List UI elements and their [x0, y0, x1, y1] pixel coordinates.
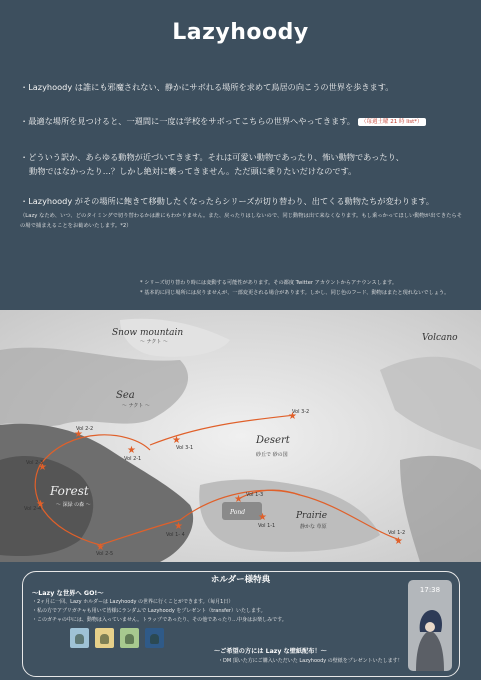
- character-face: [425, 622, 435, 632]
- label-sea: Sea: [116, 390, 135, 401]
- series-note: （Lazy なため、いつ、どのタイミングで切り替わるかは誰にもわかりません。また、戻ったりはしないので、同じ動物は出て来なくなります。もし乗っかってほしい動物が出てきたらその場で捕まえることをお勧めいたします。*2）: [20, 213, 463, 229]
- wallpaper-title: 〜ご希望の方には Lazy な壁紙配布！〜: [214, 648, 327, 655]
- star-2-4: ★: [36, 499, 45, 510]
- holder-item-1: ・2ヶ月に一回、Lazy ホルダーは Lazyhoody の世界に行くことができます。（毎月1日）: [32, 599, 234, 605]
- thumb-2: [95, 628, 114, 648]
- phone-time: 17:38: [419, 586, 441, 594]
- intro-paragraph-2-text: ・最適な場所を見つけると、一週間に一度は学校をサボってこちらの世界へやってきます。: [20, 116, 355, 126]
- vol-1-1: Vol 1-1: [258, 523, 276, 529]
- vol-1-2: Vol 1-2: [388, 530, 406, 536]
- wallpaper-text: ・DM 頂いた方にご購入いただいた Lazyhoody の壁紙をプレゼントいたします！: [218, 658, 403, 664]
- star-1-1: ★: [258, 512, 267, 523]
- star-2-2: ★: [74, 429, 83, 440]
- vol-3-1: Vol 3-1: [176, 445, 194, 451]
- star-2-1: ★: [127, 445, 136, 456]
- vol-2-2: Vol 2-2: [76, 426, 94, 432]
- world-map: [0, 310, 481, 562]
- character-body: [416, 630, 444, 671]
- vol-2-1: Vol 2-1: [124, 456, 142, 462]
- star-1-3: ★: [234, 494, 243, 505]
- label-prairie-sub: 静かな 草原: [300, 524, 327, 530]
- intro-paragraph-4: ・Lazyhoody がその場所に飽きて移動したくなったらシリーズが切り替わり、出てくる動物たちが変わります。: [20, 196, 434, 206]
- holder-item-2: ・私の方でアプリガチャも用いて皆様にランダムで Lazyhoody をプレゼント（transfer）いたします。: [32, 608, 266, 614]
- intro-section: [0, 0, 481, 310]
- star-2-3: ★: [38, 462, 47, 473]
- vol-2-4: Vol 2-4: [24, 506, 42, 512]
- star-2-5: ★: [96, 542, 105, 553]
- world-map-drawing: [0, 310, 481, 562]
- footnote-2: * 基本的に同じ場所には戻りませんが、一部変更される場合があります。しかし、同じ色のフード、動物はまたと現れないでしょう。: [140, 290, 450, 296]
- vol-2-3: Vol 2-3: [26, 460, 44, 466]
- intro-paragraph-3: [20, 150, 465, 178]
- holder-item-3: ・このガチャの中には、動物は入っていません。トラップであったり、その他であったり…中身はお楽しみです。: [32, 617, 287, 623]
- page-title: Lazyhoody: [172, 20, 309, 45]
- label-pond: Pond: [230, 509, 246, 516]
- intro-paragraph-3-line-1: ・どういう訳か、あらゆる動物が近づいてきます。それは可愛い動物であったり、怖い動物であったり、: [20, 152, 404, 162]
- star-1-2: ★: [394, 536, 403, 547]
- thumb-3: [120, 628, 139, 648]
- label-desert-sub: 砂丘で 砂の国: [256, 452, 288, 458]
- holder-list: [32, 598, 392, 625]
- vol-3-2: Vol 3-2: [292, 409, 310, 415]
- label-desert: Desert: [256, 435, 290, 446]
- holder-benefits: [0, 562, 481, 680]
- label-sea-sub: 〜 ナクト 〜: [122, 403, 150, 409]
- star-3-1: ★: [172, 435, 181, 446]
- label-forest-sub: ～ 深緑 の森 ～: [56, 502, 91, 508]
- gacha-thumbnails: [70, 628, 164, 648]
- vol-2-5: Vol 2-5: [96, 551, 114, 557]
- label-forest: Forest: [50, 484, 89, 498]
- label-volcano: Volcano: [422, 333, 458, 343]
- vol-1-3: Vol 1-3: [246, 492, 264, 498]
- schedule-tag: （毎週土曜 21 時 list*）: [358, 118, 426, 126]
- intro-paragraph-1: ・Lazyhoody は誰にも邪魔されない、静かにサボれる場所を求めて鳥居の向こうの世界を歩きます。: [20, 82, 394, 92]
- label-snow-mountain: Snow mountain: [112, 328, 184, 338]
- intro-paragraph-2: [20, 114, 465, 128]
- label-snow-sub: 〜 ナクト 〜: [140, 339, 168, 345]
- footnote-1: * シリーズ切り替わり時には変動する可能性があります。その都度 Twitter アカウントからアナウンスします。: [140, 280, 398, 286]
- thumb-4: [145, 628, 164, 648]
- intro-paragraph-3-line-2: 動物ではなかったり…？しかし絶対に襲ってきません。ただ頭に乗りたいだけなのです。: [29, 166, 357, 176]
- label-prairie: Prairie: [296, 511, 328, 521]
- phone-wallpaper-preview: [408, 580, 452, 671]
- thumb-1: [70, 628, 89, 648]
- vol-1-4: Vol 1- 4: [166, 532, 185, 538]
- star-1-4: ★: [174, 521, 183, 532]
- holder-section-title: 〜Lazy な世界へ GO!〜: [32, 590, 104, 597]
- footnotes: [140, 278, 475, 298]
- star-3-2: ★: [288, 411, 297, 422]
- holder-title: ホルダー様特典: [210, 575, 271, 585]
